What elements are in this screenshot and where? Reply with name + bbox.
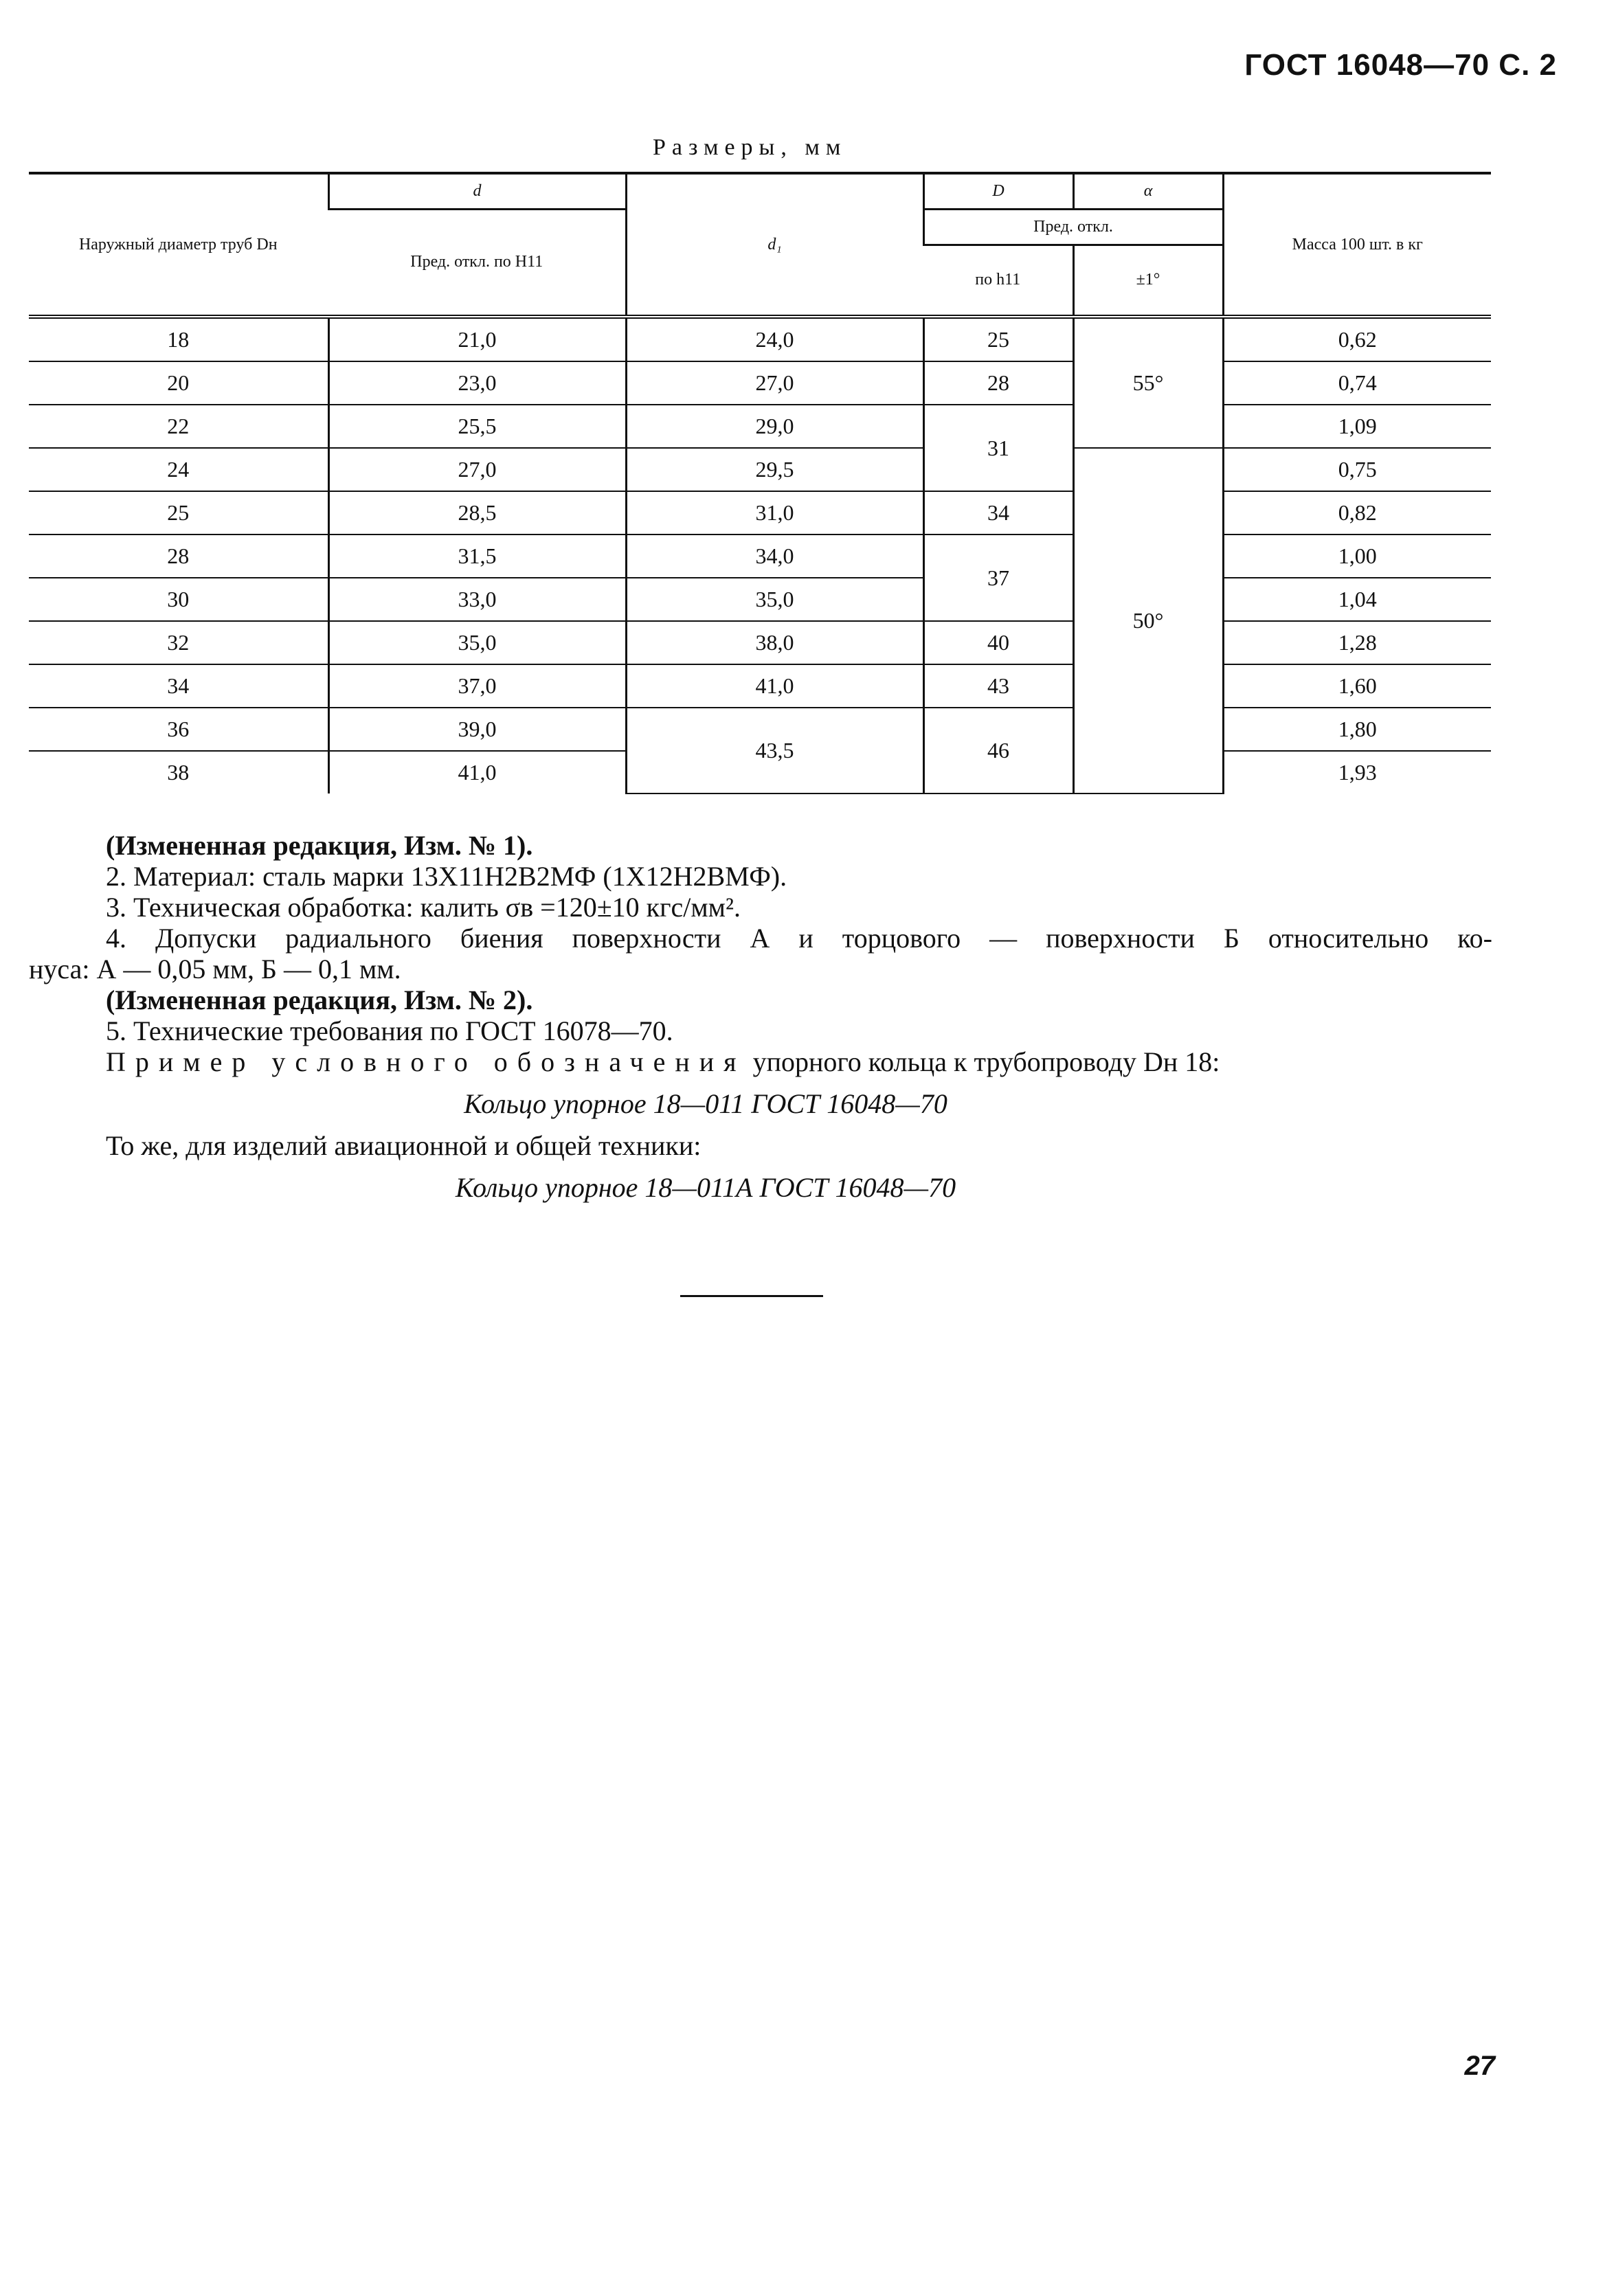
cell-dn: 32 [29, 621, 328, 664]
example-heading: Пример условного обозначения [106, 1046, 746, 1077]
cell-d1: 41,0 [626, 664, 923, 708]
header-d: d [328, 173, 626, 209]
tolerances-paragraph-line1: 4. Допуски радиального биения поверхности А и торцового — поверхности Б относительно ко- [106, 923, 1492, 954]
cell-d: 27,0 [328, 448, 626, 491]
header-d1: d₁ [626, 173, 923, 317]
cell-d1: 24,0 [626, 317, 923, 361]
cell-d: 31,5 [328, 534, 626, 578]
cell-dn: 25 [29, 491, 328, 534]
cell-D: 43 [923, 664, 1073, 708]
dimensions-table [29, 172, 1491, 794]
cell-mass: 0,62 [1223, 317, 1491, 361]
cell-mass: 0,82 [1223, 491, 1491, 534]
cell-mass: 0,75 [1223, 448, 1491, 491]
cell-D: 31 [923, 405, 1073, 491]
cell-d1: 27,0 [626, 361, 923, 405]
cell-alpha: 55° [1073, 317, 1223, 448]
table-row [29, 708, 1491, 751]
cell-d: 23,0 [328, 361, 626, 405]
cell-dn: 24 [29, 448, 328, 491]
header-alpha-tolerance: ±1° [1073, 245, 1223, 317]
cell-mass: 1,00 [1223, 534, 1491, 578]
cell-d: 33,0 [328, 578, 626, 621]
header-dn: Наружный диаметр труб Dн [29, 173, 328, 317]
cell-d1: 34,0 [626, 534, 923, 578]
same-for-paragraph: То же, для изделий авиационной и общей техники: [106, 1130, 702, 1161]
cell-d1: 35,0 [626, 578, 923, 621]
cell-d1: 31,0 [626, 491, 923, 534]
amendment-note-1: (Измененная редакция, Изм. № 1). [106, 830, 533, 861]
cell-D: 25 [923, 317, 1073, 361]
cell-d1: 29,0 [626, 405, 923, 448]
cell-mass: 1,04 [1223, 578, 1491, 621]
table-row [29, 361, 1491, 405]
cell-D: 28 [923, 361, 1073, 405]
page-number: 27 [1464, 2051, 1495, 2081]
cell-dn: 34 [29, 664, 328, 708]
header-mass: Масса 100 шт. в кг [1223, 173, 1491, 317]
example-paragraph [29, 1046, 1492, 1077]
table-row [29, 317, 1491, 361]
cell-mass: 1,09 [1223, 405, 1491, 448]
designation-example-2: Кольцо упорное 18—011А ГОСТ 16048—70 [455, 1172, 956, 1203]
designation-example-1: Кольцо упорное 18—011 ГОСТ 16048—70 [464, 1088, 947, 1119]
header-d-tolerance: Пред. откл. по H11 [328, 209, 626, 317]
table-row [29, 448, 1491, 491]
table-row [29, 491, 1491, 534]
cell-dn: 38 [167, 760, 190, 785]
header-tolerance-group: Пред. откл. [923, 209, 1223, 245]
cell-dn: 36 [29, 708, 328, 751]
header-D: D [923, 173, 1073, 209]
cell-D: 37 [923, 534, 1073, 621]
cell-mass: 1,28 [1223, 621, 1491, 664]
cell-d: 21,0 [328, 317, 626, 361]
amendment-note-2: (Измененная редакция, Изм. № 2). [106, 984, 533, 1015]
table-row [29, 405, 1491, 448]
cell-dn: 20 [29, 361, 328, 405]
example-text: упорного кольца к трубопроводу Dн 18: [745, 1046, 1220, 1077]
header-alpha: α [1073, 173, 1223, 209]
table-row [29, 621, 1491, 664]
tolerances-paragraph-line2: нуса: А — 0,05 мм, Б — 0,1 мм. [29, 954, 401, 984]
table-row [29, 664, 1491, 708]
cell-alpha: 50° [1073, 448, 1223, 794]
cell-d: 28,5 [328, 491, 626, 534]
cell-d1: 29,5 [626, 448, 923, 491]
cell-D: 46 [923, 708, 1073, 794]
cell-D: 34 [923, 491, 1073, 534]
cell-d1: 38,0 [626, 621, 923, 664]
doc-code-header: ГОСТ 16048—70 С. 2 [1244, 48, 1557, 82]
header-D-tolerance: по h11 [923, 245, 1073, 317]
cell-mass: 1,80 [1223, 708, 1491, 751]
cell-mass: 0,74 [1223, 361, 1491, 405]
cell-dn: 28 [29, 534, 328, 578]
table-row [29, 578, 1491, 621]
table-caption: Размеры, мм [653, 135, 847, 160]
cell-d: 25,5 [328, 405, 626, 448]
table-row [29, 534, 1491, 578]
cell-mass: 1,93 [1223, 751, 1491, 794]
cell-d: 35,0 [328, 621, 626, 664]
cell-d: 39,0 [328, 708, 626, 751]
cell-mass: 1,60 [1223, 664, 1491, 708]
notes-section [29, 830, 1492, 1214]
cell-dn: 18 [29, 317, 328, 361]
separator-line [680, 1295, 823, 1297]
cell-d1: 43,5 [626, 708, 923, 794]
cell-D: 40 [923, 621, 1073, 664]
cell-dn: 30 [29, 578, 328, 621]
cell-dn: 22 [29, 405, 328, 448]
cell-d: 37,0 [328, 664, 626, 708]
material-paragraph: 2. Материал: сталь марки 13Х11Н2В2МФ (1Х12Н2ВМФ). [106, 861, 787, 892]
cell-d: 41,0 [328, 751, 626, 794]
requirements-paragraph: 5. Технические требования по ГОСТ 16078—70. [106, 1015, 673, 1046]
treatment-paragraph: 3. Техническая обработка: калить σв =120±10 кгс/мм². [106, 892, 741, 923]
